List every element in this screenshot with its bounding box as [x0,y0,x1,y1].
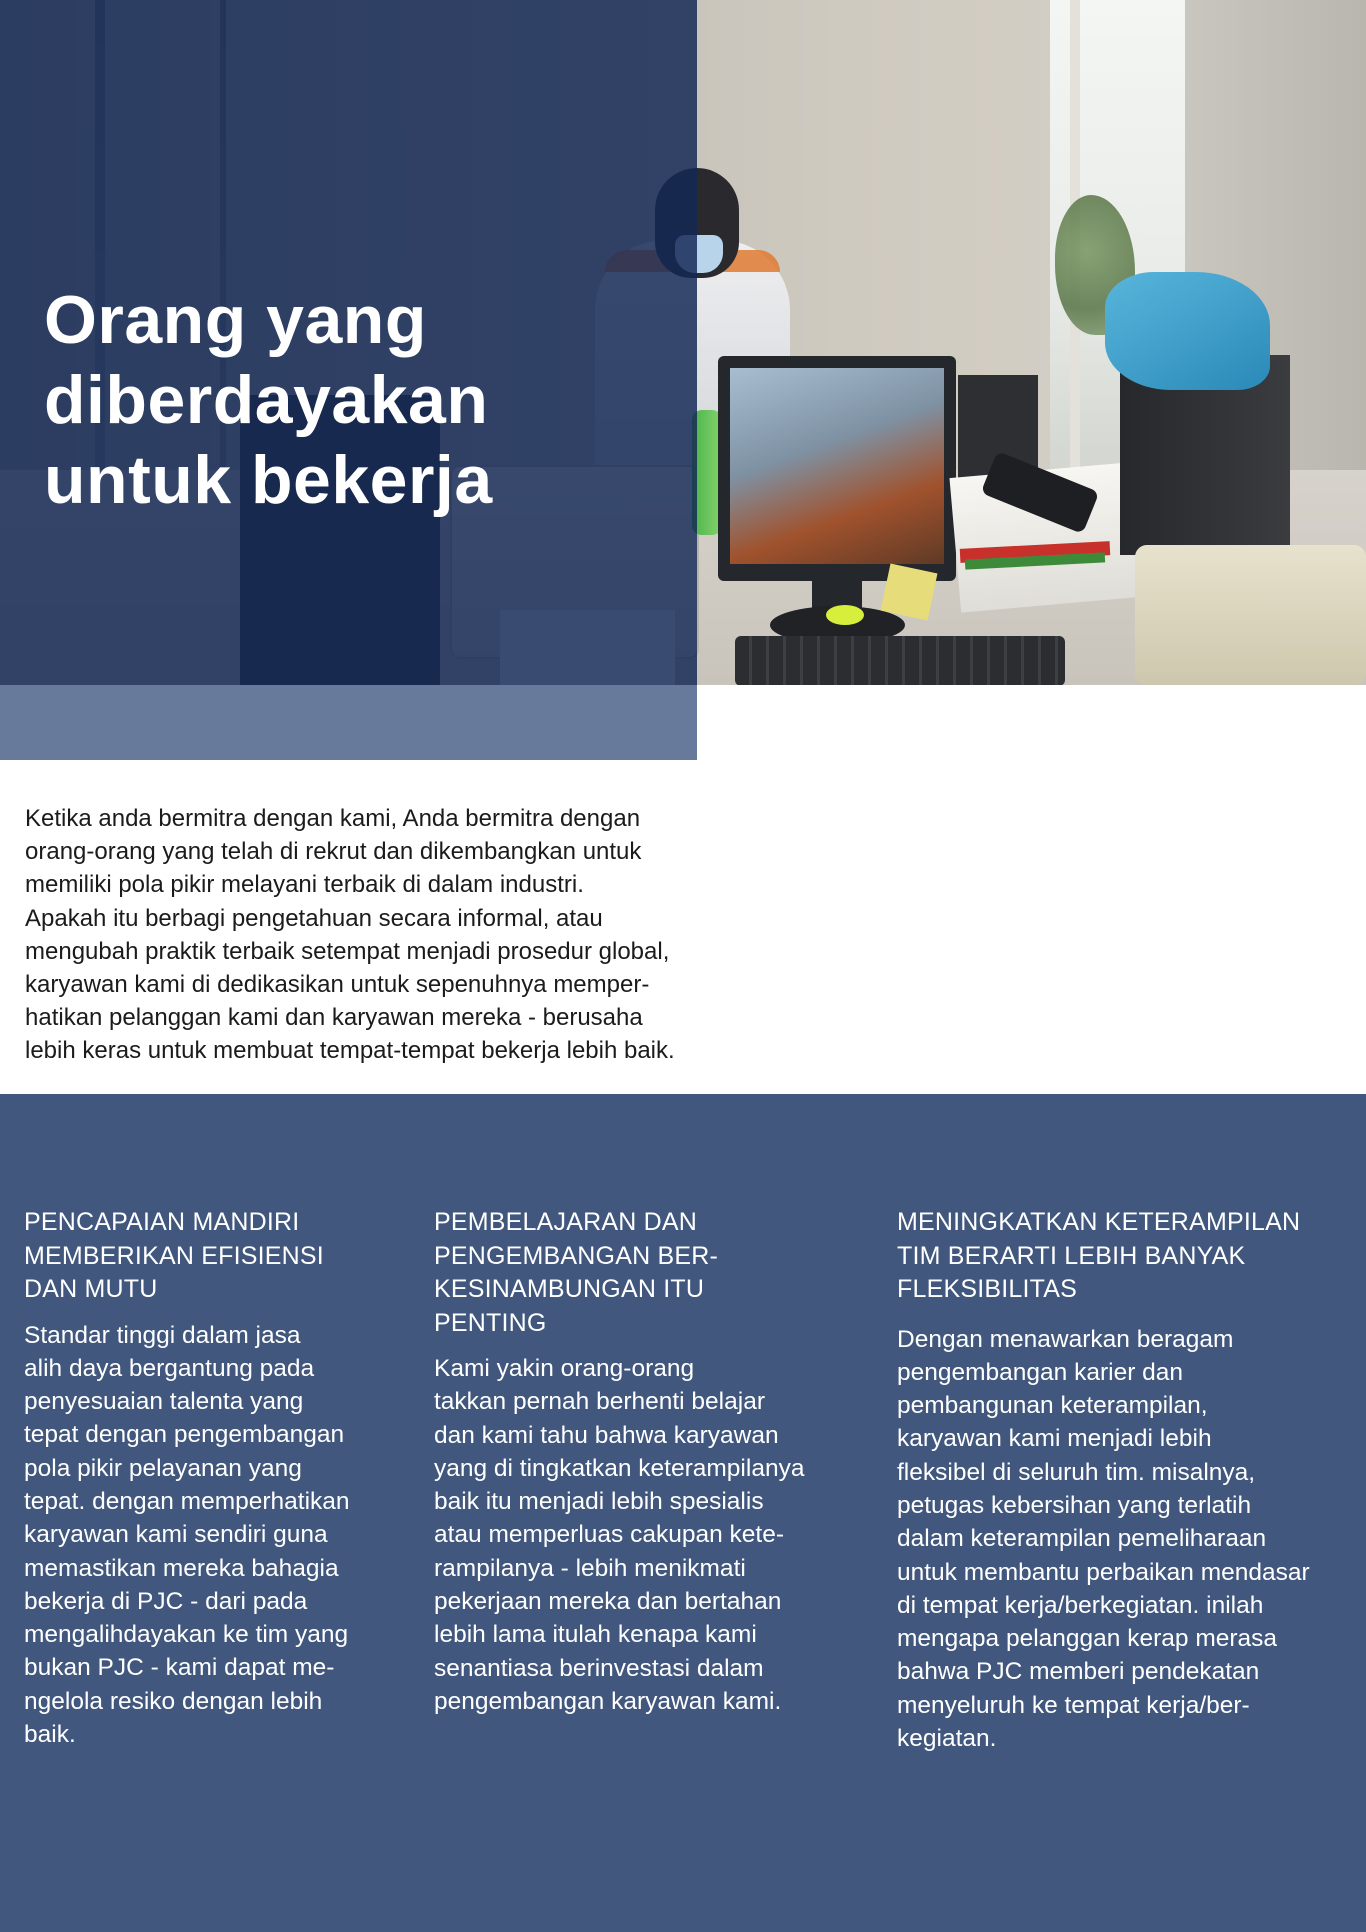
photo-cash-register [1135,545,1366,685]
feature-title: PENCAPAIAN MANDIRI MEMBERIKAN EFISIENSI DAN MUTU [24,1208,324,1303]
hero-title: Orang yang diberdayakan untuk bekerja [44,282,493,518]
features-section [0,1094,1366,1932]
intro-paragraph: Ketika anda bermitra dengan kami, Anda bermitra dengan orang-orang yang telah di rekrut dan dikembangkan untuk memiliki pola pikir melayani terbaik di dalam industri. Apakah itu berbagi pengetahuan secara informal, atau mengubah praktik terbaik setempat menjadi prosedur global, karyawan kami di dedikasikan untuk sepenuhnya memper- hatikan pelanggan kami dan karyawan mereka - berusaha lebih keras untuk membuat tempat-tempat bekerja lebih baik. [25,805,675,1065]
hero-accent-band [0,685,697,760]
feature-column-learning [434,1206,864,1718]
photo-lime-disc [826,605,864,625]
feature-column-upskilling [897,1206,1357,1755]
feature-column-self-achievement [24,1206,404,1751]
photo-blue-bag [1105,272,1270,390]
feature-text: Standar tinggi dalam jasa alih daya bergantung pada penyesuaian talenta yang tepat dengan pengembangan pola pikir pelayanan yang tepat. dengan memperhatikan karyawan kami sendiri guna memastikan mereka bahagia bekerja di PJC - dari pada mengalihdayakan ke tim yang bukan PJC - kami dapat me- ngelola resiko dengan lebih baik. [24,1321,350,1749]
photo-sticky-note [881,564,938,621]
feature-title: PEMBELAJARAN DAN PENGEMBANGAN BER- KESINAMBUNGAN ITU PENTING [434,1208,719,1337]
photo-monitor-screen [730,368,944,564]
feature-title: MENINGKATKAN KETERAMPILAN TIM BERARTI LEBIH BANYAK FLEKSIBILITAS [897,1208,1301,1303]
feature-text: Dengan menawarkan beragam pengembangan karier dan pembangunan keterampilan, karyawan kami menjadi lebih fleksibel di seluruh tim. misalnya, petugas kebersihan yang terlatih dalam keterampilan pemeliharaan untuk membantu perbaikan mendasar di tempat kerja/berkegiatan. inilah mengapa pelanggan kerap merasa bahwa PJC memberi pendekatan menyeluruh ke tempat kerja/ber- kegiatan. [897,1325,1310,1753]
photo-keyboard [735,636,1065,685]
hero-section [0,0,1366,685]
feature-text: Kami yakin orang-orang takkan pernah berhenti belajar dan kami tahu bahwa karyawan yang di tingkatkan keterampilanya baik itu menjadi lebih spesialis atau memperluas cakupan kete- rampilanya - lebih menikmati pekerjaan mereka dan bertahan lebih lama itulah kenapa kami senantiasa berinvestasi dalam pengembangan karyawan kami. [434,1355,805,1715]
